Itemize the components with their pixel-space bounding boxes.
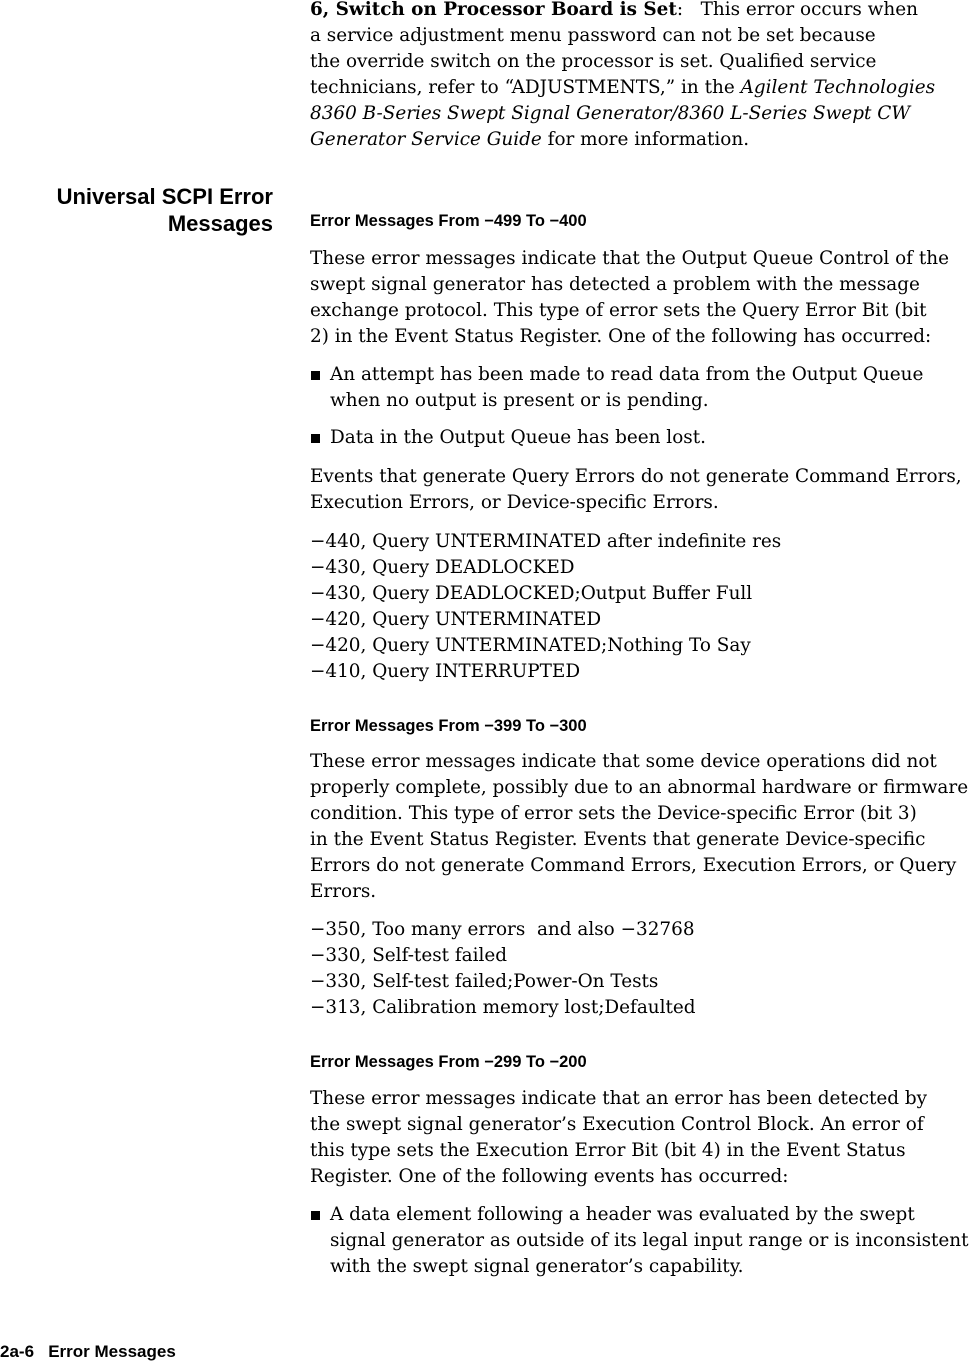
error-item: −330, Self-test failed: [310, 945, 508, 966]
section-400-heading: Error Messages From −499 To −400: [310, 212, 587, 230]
bullet-line: with the swept signal generator’s capability.: [330, 1256, 744, 1277]
section-400-para2-line: Events that generate Query Errors do not generate Command Errors,: [310, 466, 962, 487]
bullet-square-icon: [311, 1211, 320, 1220]
intro-line1-rest: This error occurs when: [700, 0, 918, 20]
intro-colon: :: [676, 0, 684, 20]
bullet-line: signal generator as outside of its legal input range or is inconsistent: [330, 1230, 969, 1251]
intro-line3: the override switch on the processor is set. Qualified service: [310, 51, 877, 72]
bullet-line: An attempt has been made to read data from the Output Queue: [330, 364, 924, 385]
error-item: −410, Query INTERRUPTED: [310, 661, 581, 682]
side-heading-line1: Universal SCPI Error: [56, 184, 273, 209]
bullet-square-icon: [311, 434, 320, 443]
intro-line6-a: Generator Service Guide: [310, 129, 542, 150]
section-300-para1-line: Errors do not generate Command Errors, Execution Errors, or Query: [310, 855, 957, 876]
section-400-bullet1: [310, 362, 923, 414]
section-300-heading: Error Messages From −399 To −300: [310, 717, 587, 735]
section-400-para1-line: 2) in the Event Status Register. One of the following has occurred:: [310, 326, 932, 347]
section-300-para1-line: in the Event Status Register. Events that generate Device-specific: [310, 829, 926, 850]
section-300-para1-line: condition. This type of error sets the Device-specific Error (bit 3): [310, 803, 917, 824]
section-200-para1-line: the swept signal generator’s Execution Control Block. An error of: [310, 1114, 924, 1135]
section-300-para1-line: Errors.: [310, 881, 377, 902]
error-item: −350, Too many errors and also −32768: [310, 919, 695, 940]
section-400-para1-line: These error messages indicate that the Output Queue Control of the: [310, 248, 949, 269]
intro-line4-b: Agilent Technologies: [740, 77, 936, 98]
section-300-para1-line: These error messages indicate that some device operations did not: [310, 751, 937, 772]
error-item: −440, Query UNTERMINATED after indefinite res: [310, 531, 782, 552]
section-200-para1-line: These error messages indicate that an error has been detected by: [310, 1088, 928, 1109]
section-400-bullet2: [310, 425, 706, 451]
section-200-para1-line: this type sets the Execution Error Bit (bit 4) in the Event Status: [310, 1140, 906, 1161]
intro-line5: 8360 B-Series Swept Signal Generator/8360 L-Series Swept CW: [310, 103, 911, 124]
section-200-para1: [310, 1086, 927, 1190]
intro-label: 6, Switch on Processor Board is Set: [310, 0, 677, 20]
section-200-para1-line: Register. One of the following events has occurred:: [310, 1166, 789, 1187]
page-footer: [0, 1342, 176, 1362]
bullet-line: A data element following a header was evaluated by the swept: [330, 1204, 915, 1225]
error-item: −430, Query DEADLOCKED: [310, 557, 575, 578]
section-400-para1-line: exchange protocol. This type of error sets the Query Error Bit (bit: [310, 300, 927, 321]
intro-paragraph: [310, 0, 935, 153]
section-300-para1: [310, 749, 968, 905]
bullet-line: when no output is present or is pending.: [330, 390, 709, 411]
error-item: −313, Calibration memory lost;Defaulted: [310, 997, 696, 1018]
side-heading-line2: Messages: [167, 211, 273, 236]
intro-line2: a service adjustment menu password can not be set because: [310, 25, 876, 46]
section-400-error-list: [310, 529, 781, 685]
intro-line4-a: technicians, refer to “ADJUSTMENTS,” in the: [310, 77, 741, 98]
error-item: −420, Query UNTERMINATED;Nothing To Say: [310, 635, 751, 656]
error-item: −330, Self-test failed;Power-On Tests: [310, 971, 659, 992]
footer-page-number: 2a-6: [0, 1342, 35, 1361]
section-400-para2: [310, 464, 962, 516]
error-item: −430, Query DEADLOCKED;Output Buffer Full: [310, 583, 753, 604]
bullet-square-icon: [311, 371, 320, 380]
section-400-para2-line: Execution Errors, or Device-specific Errors.: [310, 492, 719, 513]
section-200-heading: Error Messages From −299 To −200: [310, 1053, 587, 1071]
section-400-para1-line: swept signal generator has detected a problem with the message: [310, 274, 920, 295]
section-300-para1-line: properly complete, possibly due to an abnormal hardware or firmware: [310, 777, 969, 798]
intro-line6-b: for more information.: [541, 129, 750, 150]
footer-title: Error Messages: [48, 1342, 176, 1361]
bullet-line: Data in the Output Queue has been lost.: [330, 427, 706, 448]
side-heading: [57, 183, 273, 237]
section-300-error-list: [310, 917, 696, 1021]
section-400-para1: [310, 246, 949, 350]
error-item: −420, Query UNTERMINATED: [310, 609, 602, 630]
section-200-bullet1: [310, 1202, 969, 1280]
